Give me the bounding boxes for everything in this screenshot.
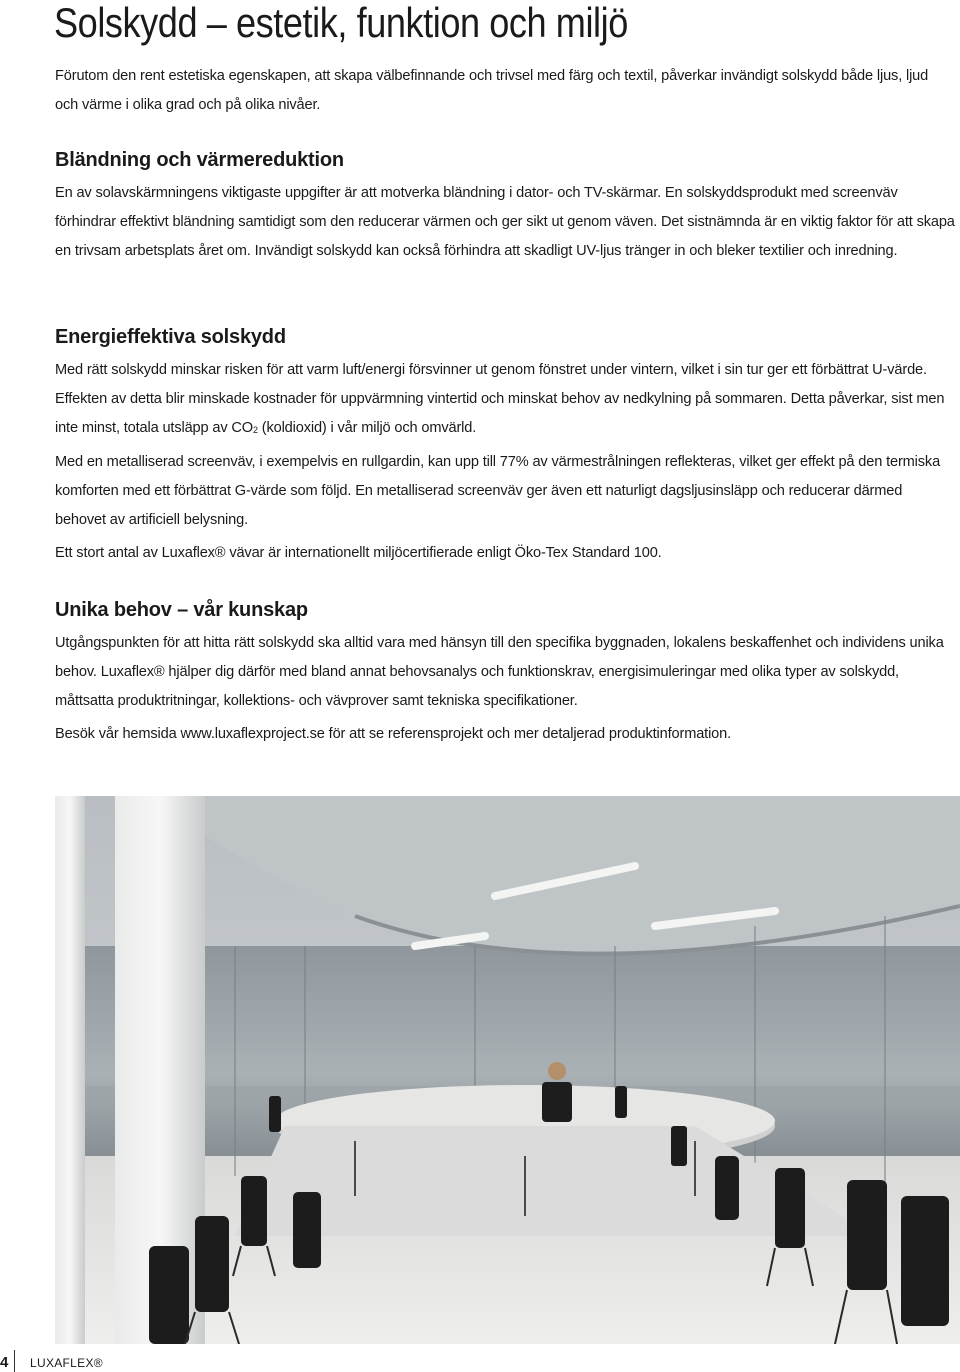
section-paragraph: Ett stort antal av Luxaflex® vävar är internationellt miljöcertifierade enligt Öko-Tex Standard 100. — [55, 545, 662, 561]
page-footer — [0, 1350, 960, 1372]
paragraph-text: Med rätt solskydd minskar risken för att varm luft/energi försvinner ut genom fönstret under vintern, vilket i sin tur ger ett förbättrat U-värde. Effekten av detta blir minskade kostnader för uppvärmning vintertid och minskat behov av nedkylning på sommaren. Detta påverkar, sist men inte minst, totala utsläpp av CO — [55, 362, 945, 436]
subscript: 2 — [253, 425, 258, 435]
intro-block — [55, 62, 955, 120]
section-glare — [55, 146, 955, 266]
section-heading: Bländning och värmereduktion — [55, 149, 344, 171]
page-title: Solskydd – estetik, funktion och miljö — [54, 0, 628, 46]
brand-logo-text: LUXAFLEX® — [30, 1356, 103, 1370]
paragraph-text: (koldioxid) i vår miljö och omvärld. — [257, 420, 477, 436]
section-heading: Energieffektiva solskydd — [55, 326, 286, 348]
footer-divider — [14, 1350, 15, 1372]
conference-room-photo — [55, 796, 960, 1344]
intro-paragraph: Förutom den rent estetiska egenskapen, att skapa välbefinnande och trivsel med färg och textil, påverkar invändigt solskydd både ljus, ljud och värme i olika grad och på olika nivåer. — [55, 68, 929, 113]
photo-illustration — [55, 796, 960, 1344]
section-paragraph: Besök vår hemsida www.luxaflexproject.se för att se referensprojekt och mer detaljerad produktinformation. — [55, 726, 732, 742]
page-number: 4 — [0, 1354, 9, 1371]
section-paragraph: Med en metalliserad screenväv, i exempelvis en rullgardin, kan upp till 77% av värmestrålningen reflekteras, vilket ger effekt på den termiska komforten med ett förbättrat G-värde som följd. En metalliserad screenväv ger även ett naturligt dagsljusinsläpp och reducerar därmed behovet av artificiell belysning. — [55, 454, 941, 528]
section-heading: Unika behov – vår kunskap — [55, 599, 308, 621]
section-paragraph — [55, 356, 955, 444]
section-paragraph: En av solavskärmningens viktigaste uppgifter är att motverka bländning i dator- och TV-skärmar. En solskyddsprodukt med screenväv förhindrar effektivt bländning samtidigt som den reducerar värmen och ger sikt ut genom väven. Det sistnämnda är en viktig faktor för att skapa en trivsam arbetsplats året om. Invändigt solskydd kan också förhindra att skadligt UV-ljus tränger in och bleker textilier och inredning. — [55, 185, 955, 259]
section-paragraph: Utgångspunkten för att hitta rätt solskydd ska alltid vara med hänsyn till den specifika byggnaden, lokalens beskaffenhet och individens unika behov. Luxaflex® hjälper dig därför med bland annat behovsanalys och funktionskrav, energisimuleringar med olika typer av solskydd, måttsatta produktritningar, kollektions- och vävprover samt tekniska specifikationer. — [55, 635, 944, 709]
section-energy — [55, 323, 955, 568]
section-needs — [55, 596, 955, 749]
